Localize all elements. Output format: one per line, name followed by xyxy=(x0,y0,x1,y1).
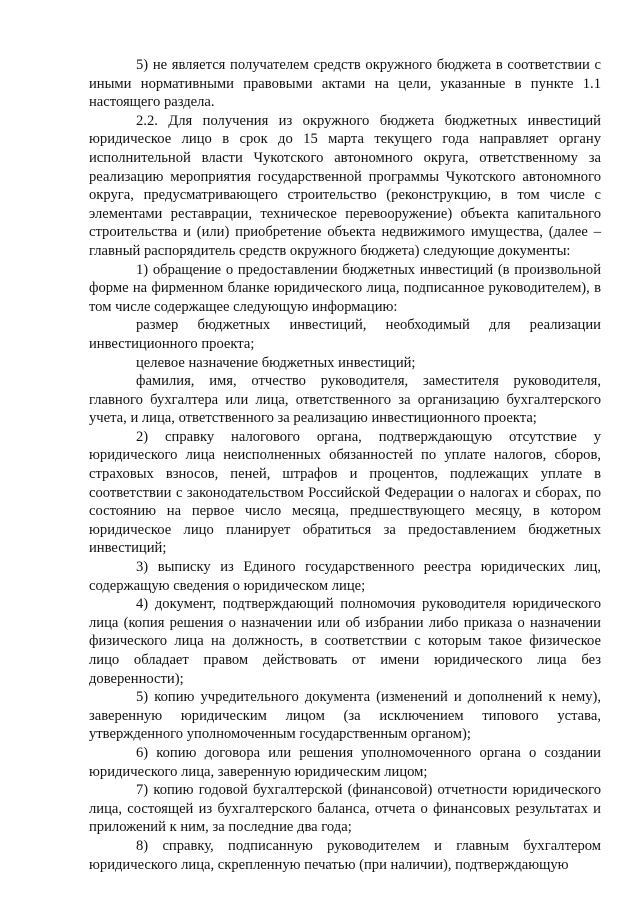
paragraph-item-4: 4) документ, подтверждающий полномочия руководителя юридического лица (копия решения о назначении или об избрании либо приказа о назначении физического лица на должность, в соответствии с которым такое физическое лицо обладает правом действовать от имени юридического лица без доверенности); xyxy=(89,596,601,687)
document-page xyxy=(89,56,601,874)
paragraph-2-2: 2.2. Для получения из окружного бюджета бюджетных инвестиций юридическое лицо в срок до 15 марта текущего года направляет органу исполнительной власти Чукотского автономного округа, ответственному за реализацию мероприятия государственной программы Чукотского автономного округа, предусматривающего строительство (реконструкцию, в том числе с элементами реставрации, техническое перевооружение) объекта капитального строительства и (или) приобретение объекта недвижимого имущества, (далее – главный распорядитель средств окружного бюджета) следующие документы: xyxy=(89,112,601,259)
paragraph-responsible-persons: фамилия, имя, отчество руководителя, заместителя руководителя, главного бухгалтера или лица, ответственного за организацию бухгалтерского учета, и лица, ответственного за реализацию инвестиционного проекта; xyxy=(89,373,601,427)
paragraph-item-6: 6) копию договора или решения уполномоченного органа о создании юридического лица, заверенную юридическим лицом; xyxy=(89,744,601,780)
paragraph-item-3: 3) выписку из Единого государственного реестра юридических лиц, содержащую сведения о юридическом лице; xyxy=(89,559,601,594)
paragraph-item-8: 8) справку, подписанную руководителем и главным бухгалтером юридического лица, скрепленную печатью (при наличии), подтверждающую xyxy=(89,837,601,873)
paragraph-item-2: 2) справку налогового органа, подтверждающую отсутствие у юридического лица неисполненных обязанностей по уплате налогов, сборов, страховых взносов, пеней, штрафов и процентов, подлежащих уплате в соответствии с законодательством Российской Федерации о налогах и сборах, по состоянию на первое число месяца, предшествующего месяцу, в котором юридическое лицо планирует обратиться за предоставлением бюджетных инвестиций; xyxy=(89,428,601,557)
paragraph-item-7: 7) копию годовой бухгалтерской (финансовой) отчетности юридического лица, состоящей из бухгалтерского баланса, отчета о финансовых результатах и приложений к ним, за последние два года; xyxy=(89,782,601,836)
paragraph-item-5b: 5) копию учредительного документа (изменений и дополнений к нему), заверенную юридическим лицом (за исключением типового устава, утвержденного уполномоченным государственным органом); xyxy=(89,689,601,743)
paragraph-item-1: 1) обращение о предоставлении бюджетных инвестиций (в произвольной форме на фирменном бланке юридического лица, подписанное руководителем), в том числе содержащее следующую информацию: xyxy=(89,261,601,315)
paragraph-item-5: 5) не является получателем средств окружного бюджета в соответствии с иными нормативными правовыми актами на цели, указанные в пункте 1.1 настоящего раздела. xyxy=(89,57,601,111)
paragraph-target-purpose: целевое назначение бюджетных инвестиций; xyxy=(136,354,416,371)
paragraph-investment-size: размер бюджетных инвестиций, необходимый для реализации инвестиционного проекта; xyxy=(89,317,601,352)
